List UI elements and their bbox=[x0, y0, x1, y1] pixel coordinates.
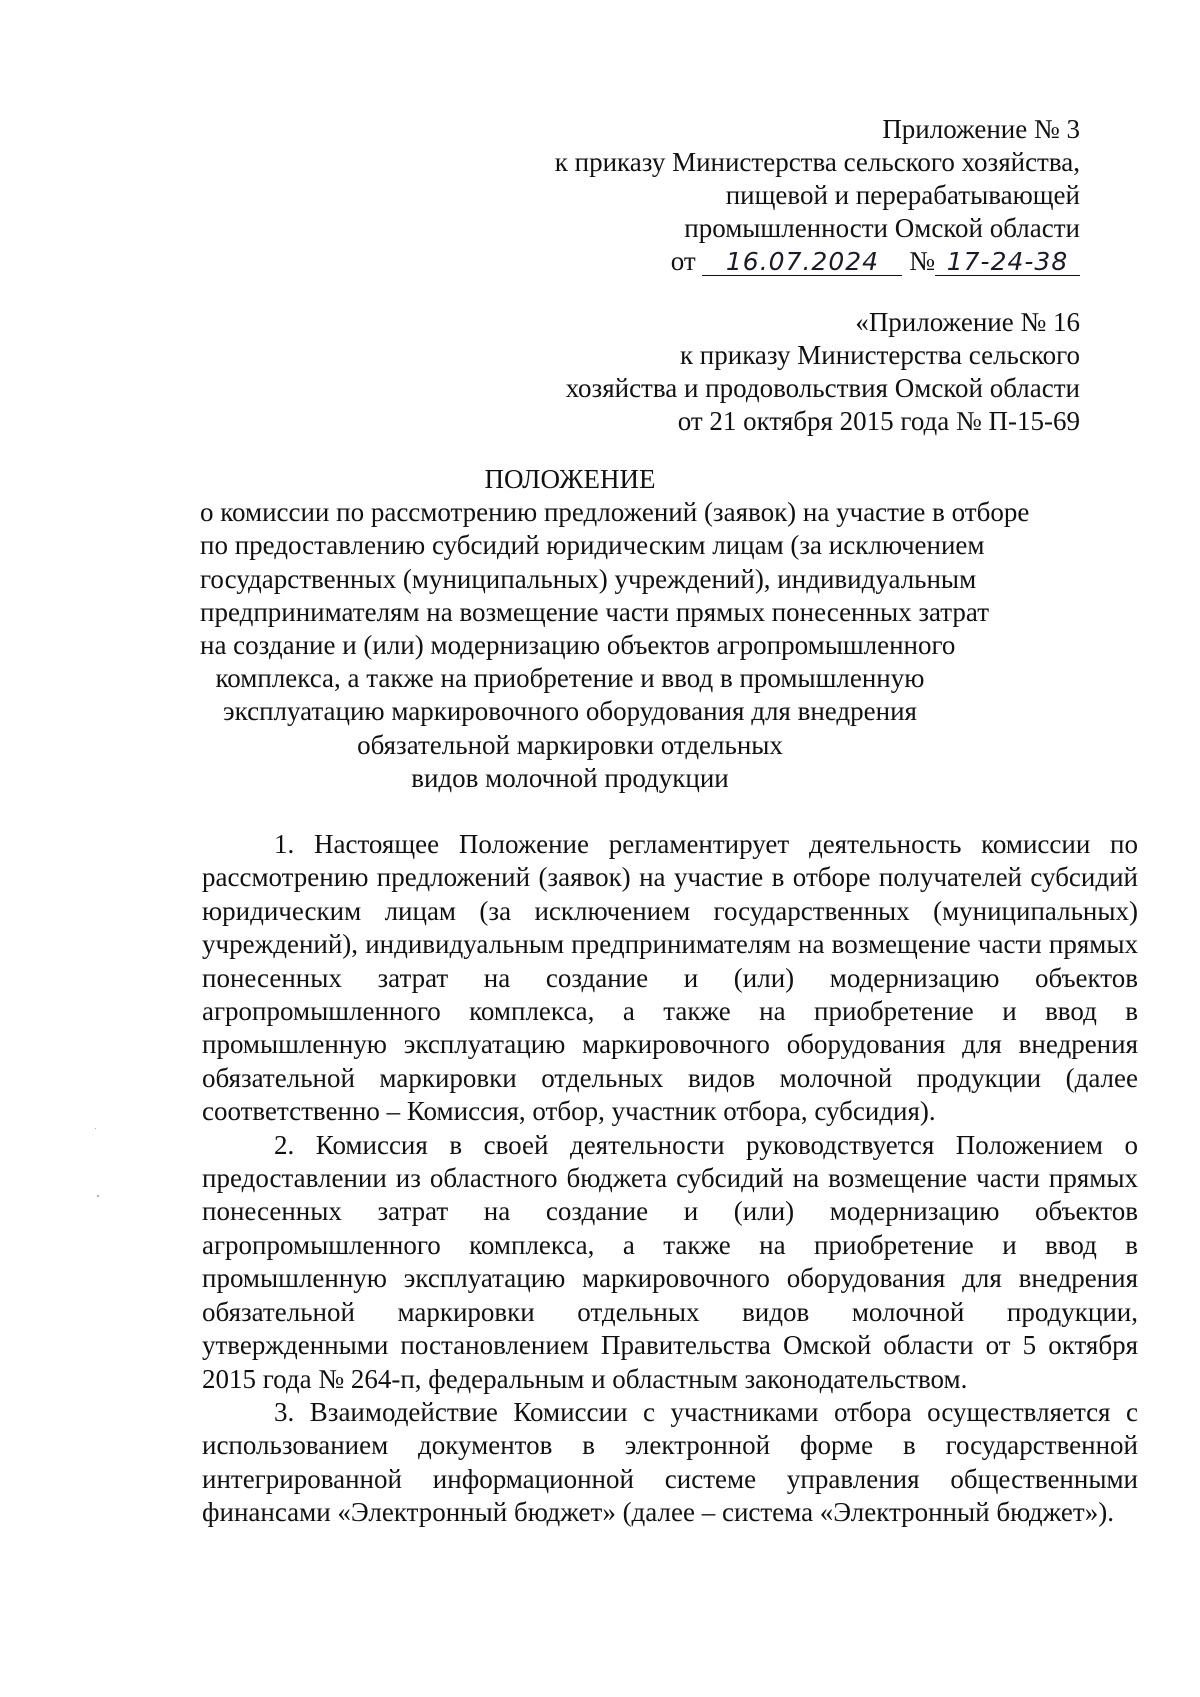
number-label: № bbox=[909, 246, 935, 276]
title-heading: ПОЛОЖЕНИЕ bbox=[484, 464, 656, 494]
appendix-3-line1: Приложение № 3 bbox=[882, 114, 1080, 144]
appendix-16-line2: к приказу Министерства сельского bbox=[679, 340, 1080, 370]
paragraph-3: 3. Взаимодействие Комиссии с участниками отбора осуществляется с использованием документов в электронной форме в государственной интегрированной информационной системе управления общественными финансами «Электронный бюджет» (далее – система «Электронный бюджет»). bbox=[202, 1396, 1138, 1528]
appendix-16-line4: от 21 октября 2015 года № П-15-69 bbox=[677, 406, 1080, 436]
order-date-number-line bbox=[555, 245, 1080, 278]
title-line: обязательной маркировки отдельных bbox=[357, 729, 783, 760]
appendix-16-header bbox=[566, 306, 1080, 438]
title-line: эксплуатацию маркировочного оборудования для внедрения bbox=[223, 696, 917, 727]
appendix-3-header bbox=[555, 113, 1080, 278]
paragraph-2: 2. Комиссия в своей деятельности руководствуется Положением о предоставлении из областного бюджета субсидий на возмещение части прямых понесенных затрат на создание и (или) модернизацию объектов агропромышленного комплекса, а также на приобретение и ввод в промышленную эксплуатацию маркировочного оборудования для внедрения обязательной маркировки отдельных видов молочной продукции, утвержденными постановлением Правительства Омской области от 5 октября 2015 года № 264-п, федеральным и областным законодательством. bbox=[202, 1129, 1138, 1394]
scan-speck bbox=[97, 1195, 99, 1197]
from-label: от bbox=[670, 246, 696, 276]
title-line: видов молочной продукции bbox=[411, 762, 729, 793]
title-line: по предоставлению субсидий юридическим лицам (за исключением bbox=[200, 530, 985, 561]
appendix-3-line3: пищевой и перерабатывающей bbox=[725, 180, 1080, 210]
appendix-3-line4: промышленности Омской области bbox=[684, 213, 1080, 243]
title-line: предпринимателям на возмещение части прямых понесенных затрат bbox=[200, 596, 990, 627]
title-line: государственных (муниципальных) учреждений), индивидуальным bbox=[200, 563, 977, 594]
scan-speck bbox=[95, 1128, 96, 1129]
title-line: о комиссии по рассмотрению предложений (заявок) на участие в отборе bbox=[200, 497, 1030, 528]
appendix-3-line2: к приказу Министерства сельского хозяйства, bbox=[554, 147, 1080, 177]
title-line: комплекса, а также на приобретение и ввод в промышленную bbox=[215, 663, 925, 694]
handwritten-order-number: 17-24-38 bbox=[935, 249, 1080, 276]
document-title bbox=[200, 463, 1030, 795]
document-body bbox=[202, 828, 1138, 1530]
title-line: на создание и (или) модернизацию объектов агропромышленного bbox=[200, 630, 956, 661]
appendix-16-line3: хозяйства и продовольствия Омской области bbox=[565, 373, 1080, 403]
handwritten-date: 16.07.2024 bbox=[702, 249, 902, 276]
paragraph-1: 1. Настоящее Положение регламентирует деятельность комиссии по рассмотрению предложений (заявок) на участие в отборе получателей субсидий юридическим лицам (за исключением государственных (муниципальных) учреждений), индивидуальным предпринимателям на возмещение части прямых понесенных затрат на создание и (или) модернизацию объектов агропромышленного комплекса, а также на приобретение и ввод в промышленную эксплуатацию маркировочного оборудования для внедрения обязательной маркировки отдельных видов молочной продукции (далее соответственно – Комиссия, отбор, участник отбора, субсидия). bbox=[202, 829, 1138, 1127]
appendix-16-line1: «Приложение № 16 bbox=[855, 307, 1080, 337]
